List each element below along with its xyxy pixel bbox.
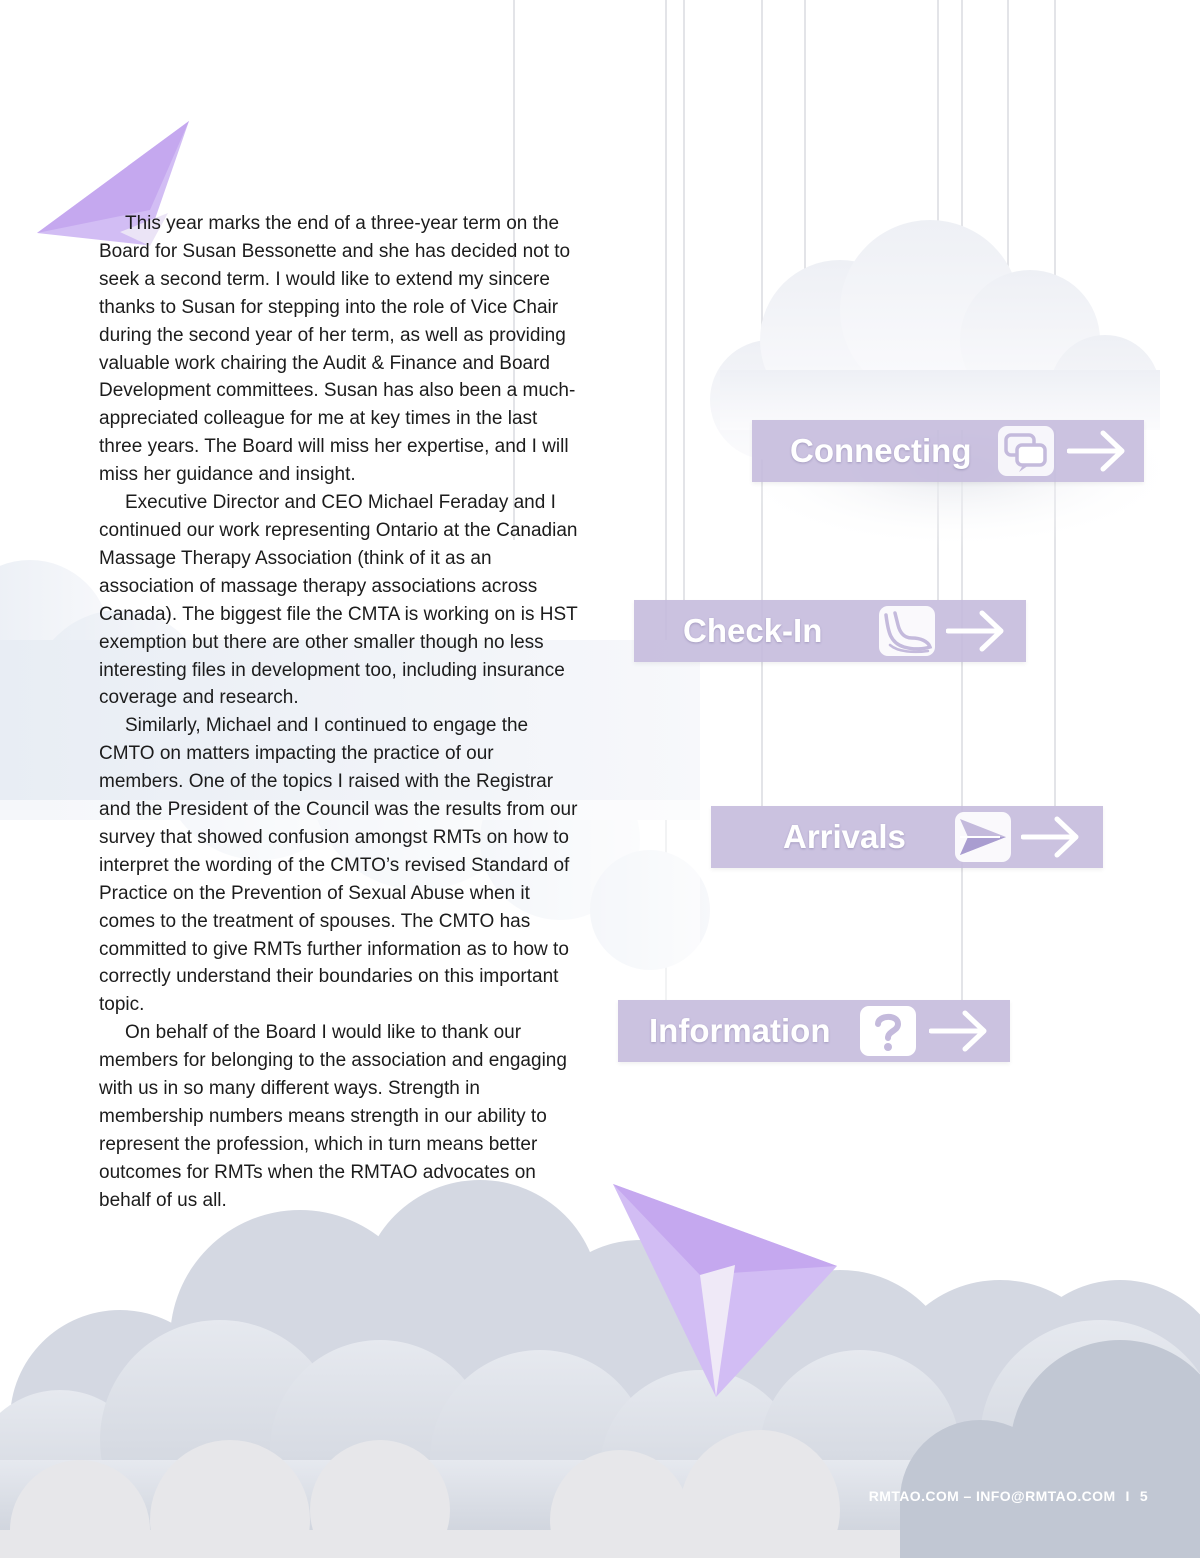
sign-check-in <box>634 600 1026 662</box>
chat-bubbles-icon <box>997 425 1055 477</box>
sign-label: Connecting <box>790 432 972 469</box>
footer-contact: RMTAO.COM – INFO@RMTAO.COM <box>868 1488 1116 1504</box>
sign-label: Arrivals <box>783 818 906 855</box>
arrow-right-icon <box>1021 816 1081 858</box>
page-number: 5 <box>1139 1488 1148 1504</box>
footer-separator: I <box>1125 1488 1130 1504</box>
cloud-upper-right <box>710 220 1185 550</box>
paper-plane-icon <box>954 811 1012 863</box>
paragraph: Similarly, Michael and I continued to engage the CMTO on matters impacting the practice of our members. One of the topics I raised with the Registrar and the President of the Council was the results from our survey that showed confusion amongst RMTs on how to interpret the wording of the CMTO’s revised Standard of Practice on the Prevention of Sexual Abuse when it comes to the treatment of spouses. The CMTO has committed to give RMTs further information as to how to correctly understand their boundaries on this important topic. <box>99 715 578 1016</box>
sign-label: Information <box>649 1012 831 1049</box>
page-footer <box>869 1488 1148 1504</box>
paragraph: This year marks the end of a three-year term on the Board for Susan Bessonette and she has decided not to seek a second term. I would like to extend my sincere thanks to Susan for stepping into the role of Vice Chair during the second year of her term, as well as providing valuable work chairing the Audit & Finance and Board Development committees. Susan has also been a much-appreciated colleague for me at key times in the last three years. The Board will miss her expertise, and I will miss her guidance and insight. <box>99 213 576 486</box>
sign-arrivals <box>711 806 1103 868</box>
hand-icon <box>878 605 936 657</box>
sign-label: Check-In <box>683 612 823 649</box>
paragraph: Executive Director and CEO Michael Feraday and I continued our work representing Ontario at the Canadian Massage Therapy Association (think of it as an association of massage therapy associations across Canada). The biggest file the CMTA is working on is HST exemption but there are other smaller though no less interesting files in development too, including insurance coverage and research. <box>99 492 578 709</box>
sign-connecting <box>752 420 1144 482</box>
arrow-right-icon <box>1067 430 1127 472</box>
sign-information <box>618 1000 1010 1062</box>
arrow-right-icon <box>929 1010 989 1052</box>
paragraph: On behalf of the Board I would like to thank our members for belonging to the association and engaging with us in so many different ways. Strength in membership numbers means strength in our ability to represent the profession, which in turn means better outcomes for RMTs when the RMTAO advocates on behalf of us all. <box>99 1022 567 1211</box>
question-mark-icon <box>859 1005 917 1057</box>
arrow-right-icon <box>946 610 1006 652</box>
article-body <box>99 210 579 1215</box>
